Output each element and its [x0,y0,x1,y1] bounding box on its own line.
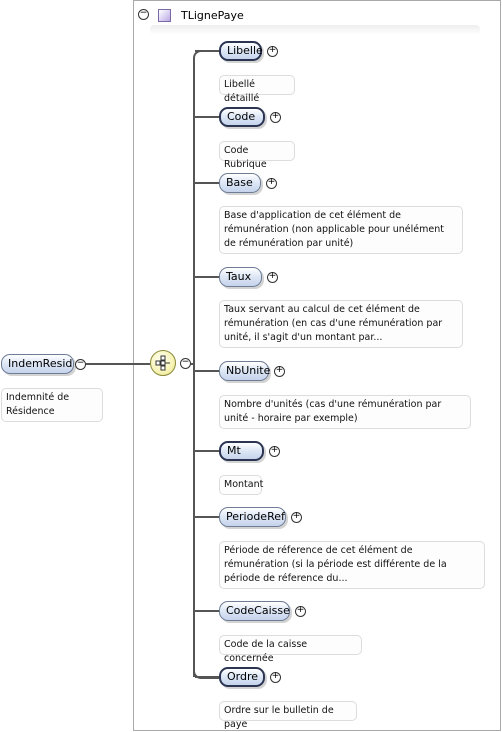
element-doc: Code Rubrique [219,141,295,161]
element-label: NbUnite [226,364,271,377]
expand-element-toggle-icon[interactable]: + [268,271,277,281]
expand-element-toggle-icon[interactable]: + [268,45,277,55]
element-node-code[interactable] [219,107,265,127]
frame-header-separator [150,25,480,35]
root-collapse-toggle-icon[interactable]: − [76,358,85,368]
expand-element-toggle-icon[interactable]: + [267,177,276,187]
expand-element-toggle-icon[interactable]: + [270,445,279,455]
element-label: CodeCaisse [226,604,290,617]
element-label: PeriodeRef [226,510,285,523]
root-element-label: IndemResid [8,357,73,370]
element-node-codecaisse[interactable] [219,601,290,621]
element-doc: Ordre sur le bulletin de paye [219,701,357,721]
complex-type-icon [158,9,171,22]
sequence-compositor-icon[interactable] [150,350,176,376]
element-branch-line [195,116,219,118]
element-label: Mt [227,444,241,457]
expand-element-toggle-icon[interactable]: + [296,605,305,615]
element-branch-line [195,450,219,452]
element-branch-line [195,516,219,518]
element-node-base[interactable] [219,173,261,193]
element-doc: Libellé détaillé [219,75,295,95]
trunk-top-curve [193,50,219,62]
element-label: Taux [226,270,252,283]
element-node-ordre[interactable] [219,667,265,687]
element-doc: Base d'application de cet élément de rémunération (non applicable pour unélément de rémunération par unité) [219,206,463,254]
element-label: Libelle [227,44,263,57]
expand-element-toggle-icon[interactable]: + [292,511,301,521]
element-doc: Taux servant au calcul de cet élément de rémunération (en cas d'une rémunération par unité, il s'agit d'un montant par... [219,300,463,348]
complex-type-title: TLignePaye [181,9,244,22]
expand-element-toggle-icon[interactable]: + [275,365,284,375]
root-connector-line [86,363,150,365]
element-label: Ordre [227,670,259,683]
element-node-mt[interactable] [219,441,264,461]
element-node-taux[interactable] [219,267,262,287]
element-branch-line [195,610,219,612]
compositor-collapse-toggle-icon[interactable]: − [181,357,190,367]
element-branch-line [195,182,219,184]
element-branch-line [195,276,219,278]
collapse-type-toggle-icon[interactable]: − [139,8,148,18]
sequence-trunk-line [193,59,195,677]
element-branch-line [195,370,219,372]
root-element-node[interactable] [1,354,74,374]
element-doc: Code de la caisse concernée [219,635,362,655]
element-node-nbunite[interactable] [219,361,269,381]
expand-element-toggle-icon[interactable]: + [271,671,280,681]
element-doc: Nombre d'unités (cas d'une rémunération par unité - horaire par exemple) [219,395,471,429]
element-node-perioderef[interactable] [219,507,286,527]
element-node-libelle[interactable] [219,41,262,61]
expand-element-toggle-icon[interactable]: + [271,111,280,121]
trunk-bottom-curve [193,667,219,679]
element-doc: Période de réference de cet élément de rémunération (si la période est différente de la période de réference du... [219,541,485,589]
root-element-doc: Indemnité de Résidence [1,388,103,422]
element-label: Base [226,176,253,189]
element-label: Code [227,110,256,123]
element-doc: Montant [219,475,262,495]
